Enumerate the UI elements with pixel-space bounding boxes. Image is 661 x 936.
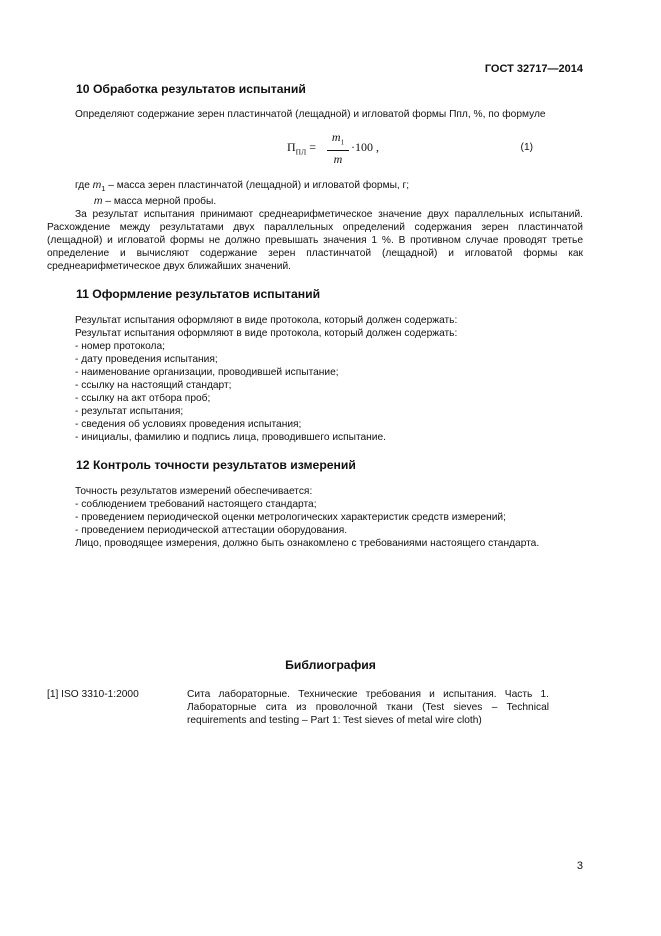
formula-1: [47, 127, 583, 175]
section-11-title: 11 Оформление результатов испытаний: [76, 287, 321, 302]
list-item: - дату проведения испытания;: [75, 354, 218, 366]
list-item: - номер протокола;: [75, 341, 165, 353]
list-item: Результат испытания оформляют в виде протокола, который должен содержать:: [75, 315, 458, 327]
list-item: Результат испытания оформляют в виде протокола, который должен содержать:: [75, 328, 458, 340]
list-item: - ссылку на акт отбора проб;: [75, 393, 211, 405]
bibliography-title: Библиография: [285, 658, 376, 672]
formula-fraction: [327, 131, 349, 166]
list-item: - наименование организации, проводившей испытание;: [75, 367, 339, 379]
list-item: - проведением периодической оценки метрологических характеристик средств измерений;: [75, 512, 506, 524]
bibliography-ref: [1] ISO 3310-1:2000: [47, 689, 139, 700]
section-10-title: 10 Обработка результатов испытаний: [76, 82, 306, 96]
formula-number: (1): [520, 142, 533, 153]
list-item: - ссылку на настоящий стандарт;: [75, 380, 232, 392]
formula-numerator: $m_1$: [327, 131, 349, 151]
list-item: - результат испытания;: [75, 406, 184, 418]
formula-denominator: m: [333, 152, 343, 167]
bibliography-desc: Сита лабораторные. Технические требования и испытания. Часть 1. Лабораторные сита из проволочной ткани (Test sieves – Technical requirements and testing – Part 1: Test sieves of metal wire cloth): [187, 689, 549, 726]
page-number: 3: [576, 860, 583, 872]
where-m-line: m – масса мерной пробы.: [94, 196, 217, 208]
list-item: - инициалы, фамилию и подпись лица, проводившего испытание.: [75, 432, 386, 444]
formula-rhs: ·100 ,: [351, 140, 379, 154]
standard-code: ГОСТ 32717—2014: [484, 63, 583, 75]
list-item: Лицо, проводящее измерения, должно быть ознакомлено с требованиями настоящего стандарта.: [75, 538, 540, 550]
list-item: - соблюдением требований настоящего стандарта;: [75, 499, 317, 511]
list-item: Точность результатов измерений обеспечивается:: [75, 486, 313, 498]
section-10-result: За результат испытания принимают среднеарифметическое значение двух параллельных испытаний. Расхождение между результатами двух параллельных определений содержания зерен пластинчатой (лещадной) и игловатой формы не должно превышать значения 1 %. В противном случае проводят третье определение и вычисляют содержание зерен пластинчатой (лещадной) и игловатой формы как среднеарифметическое двух ближайших значений.: [47, 209, 583, 273]
section-11-list: [47, 314, 583, 444]
main-content: [47, 80, 583, 550]
where-m1-line: где $m_1$ – масса зерен пластинчатой (лещадной) и игловатой формы, г;: [75, 180, 410, 194]
section-10-intro: Определяют содержание зерен пластинчатой (лещадной) и игловатой формы Ппл, %, по формуле: [75, 109, 546, 120]
list-item: - проведением периодической аттестации оборудования.: [75, 525, 348, 537]
list-item: - сведения об условиях проведения испытания;: [75, 419, 302, 431]
section-12-title: 12 Контроль точности результатов измерений: [76, 458, 356, 473]
formula-lhs: $П_{ПЛ}$ =: [287, 140, 316, 157]
section-12-list: [47, 485, 583, 550]
